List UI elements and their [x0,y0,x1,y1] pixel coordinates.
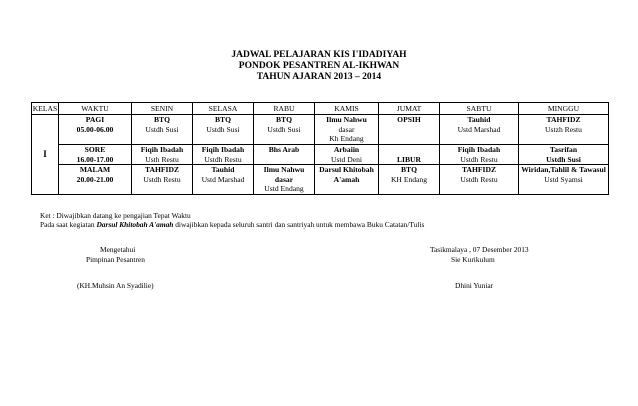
teacher: Ustd Marshad [457,124,501,134]
waktu-time: 05.00-06.00 [76,124,114,134]
schedule-cell [132,145,193,165]
schedule-cell [254,165,315,195]
waktu-name: PAGI [85,115,105,124]
note-line-2 [40,220,424,229]
subject: LIBUR [396,154,422,164]
subject: Tasrifan [549,145,578,154]
subject: BTQ [275,115,293,124]
subject-cont: dasar [274,174,294,184]
schedule-cell [254,145,315,165]
header-rabu: RABU [254,103,315,115]
signature-right-place-date: Tasikmalaya , 07 Desember 2013 [430,245,529,254]
title-line-3: TAHUN AJARAN 2013 – 2014 [256,72,382,82]
teacher: Usth Restu [145,154,179,164]
schedule-cell [519,115,609,145]
waktu-time: 20.00-21.00 [76,174,114,184]
note-emphasis: Darsul Khitobah A'amah [96,220,174,229]
subject-cont: A'amah [333,174,360,184]
teacher: Ustzh Restu [545,124,582,134]
header-kamis: KAMIS [315,103,379,115]
kelas-cell: I [32,115,59,195]
schedule-cell [519,165,609,195]
schedule-cell [440,115,519,145]
note-line-1: Ket : Diwajibkan datang ke pengajian Tepat Waktu [40,211,191,220]
teacher: Ustdh Restu [204,154,242,164]
schedule-cell [315,165,379,195]
teacher: Ustdh Susi [206,124,240,134]
note-suffix: diwajibkan kepada seluruh santri dan santriyah untuk membawa Buku Catatan/Tulis [173,220,425,229]
signature-right-name: Dhini Yuniar [455,281,494,290]
subject: Fiqih Ibadah [140,145,184,154]
table-row [32,145,609,165]
subject: BTQ [400,165,418,175]
schedule-cell [519,145,609,165]
teacher: Kh Endang [329,134,364,144]
waktu-cell [59,115,132,145]
header-row [32,103,609,115]
subject: Darsul Khitobah [319,165,374,175]
subject: Tauhid [211,165,235,175]
header-kelas: KELAS [32,103,58,113]
signature-left-label: Mengetahui [100,245,136,254]
subject: TAHFIDZ [546,115,581,124]
schedule-cell [379,115,440,145]
header-minggu: MINGGU [519,103,609,115]
subject: Ilmu Nahwu [326,115,367,124]
waktu-name: SORE [84,145,106,154]
teacher: Ustdh Restu [460,174,498,184]
schedule-cell [193,145,254,165]
subject-cont: dasar [338,124,355,134]
subject: OPSIH [397,115,421,124]
schedule-cell [193,165,254,195]
title-line-1: JADWAL PELAJARAN KIS I'IDADIYAH [231,50,407,60]
title-line-2: PONDOK PESANTREN AL-IKHWAN [238,61,400,71]
teacher: Ustdh Susi [267,124,301,134]
subject: BTQ [153,115,171,124]
waktu-cell [59,165,132,195]
signature-left-role: Pimpinan Pesantren [86,255,145,264]
subject: Tauhid [467,115,491,124]
header-waktu: WAKTU [59,103,132,115]
schedule-cell [193,115,254,145]
schedule-cell [440,165,519,195]
teacher: Ustdh Susi [145,124,179,134]
table-row [32,115,609,145]
teacher: Ustd Deni [330,154,362,164]
subject: Fiqih Ibadah [201,145,245,154]
teacher: Ustdh Restu [460,154,498,164]
subject: TAHFIDZ [461,165,497,175]
schedule-cell [132,115,193,145]
subject: Fiqih Ibadah [457,145,501,154]
teacher: Ustd Syamsi [544,174,583,184]
schedule-cell [315,145,379,165]
teacher: Ustdh Restu [143,174,181,184]
waktu-cell [59,145,132,165]
teacher: Ustd Marshad [201,174,245,184]
table-row [32,165,609,195]
schedule-cell [315,115,379,145]
header-selasa: SELASA [193,103,254,115]
subject: BTQ [214,115,232,124]
waktu-time: 16.00-17.00 [76,154,114,164]
signature-right-role: Sie Kurikulum [451,255,495,264]
teacher: KH Endang [390,174,428,184]
schedule-cell [132,165,193,195]
schedule-cell [440,145,519,165]
schedule-cell [254,115,315,145]
schedule-cell [379,165,440,195]
note-prefix: Pada saat kegiatan [40,220,97,229]
subject: Wiridan,Tahlil & Tawasul [521,165,606,175]
signature-left-name: (KH.Muhsin An Syadilie) [77,281,154,290]
subject: Bhs Arab [268,145,300,154]
header-jumat: JUMAT [379,103,440,115]
subject: Ilmu Nahwu [263,165,305,175]
teacher: Ustdh Susi [546,154,581,164]
waktu-name: MALAM [79,165,111,175]
header-senin: SENIN [132,103,193,115]
teacher: Ustd Endang [264,184,304,194]
schedule-table [31,102,609,195]
subject: Arbaiin [333,145,360,154]
schedule-cell [379,145,440,165]
header-sabtu: SABTU [440,103,519,115]
subject: TAHFIDZ [144,165,180,175]
